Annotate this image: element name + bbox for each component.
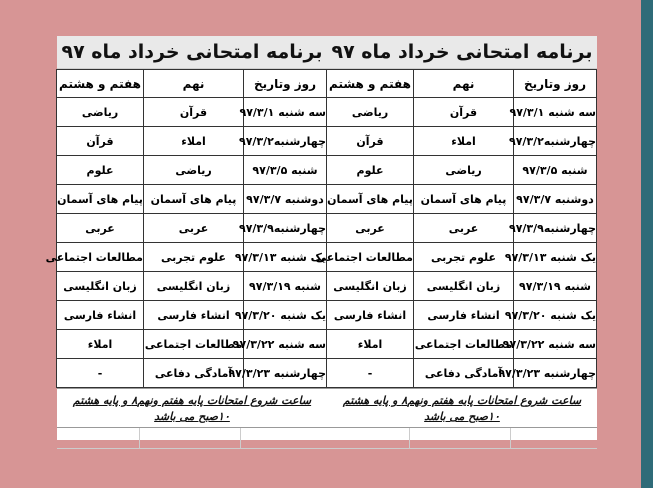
seventh-eighth-cell[interactable]: انشاء فارسی	[327, 301, 414, 330]
date-cell[interactable]: چهارشنبه ۹۷/۳/۲۳	[244, 359, 327, 388]
seventh-eighth-cell[interactable]: مطالعات اجتماعی	[57, 243, 144, 272]
start-time-note-line1: ساعت شروع امتحانات پایه هفتم ونهم۸ و پایه هشتم	[72, 394, 312, 407]
header-date: روز وتاریخ	[514, 70, 597, 98]
table-row	[57, 272, 327, 301]
table-row	[327, 243, 597, 272]
date-cell[interactable]: شنبه ۹۷/۳/۱۹	[514, 272, 597, 301]
ninth-cell[interactable]: عربی	[414, 214, 514, 243]
date-cell[interactable]: شنبه ۹۷/۳/۱۹	[244, 272, 327, 301]
table-row	[327, 185, 597, 214]
seventh-eighth-cell[interactable]: ریاضی	[57, 98, 144, 127]
schedule-title: برنامه امتحانی خرداد ماه ۹۷	[57, 36, 327, 69]
date-cell[interactable]: سه شنبه ۹۷/۳/۱	[514, 98, 597, 127]
seventh-eighth-cell[interactable]: مطالعات اجتماعی	[327, 243, 414, 272]
table-row	[57, 156, 327, 185]
ninth-cell[interactable]: ریاضی	[144, 156, 244, 185]
table-row	[327, 301, 597, 330]
ninth-cell[interactable]: زبان انگلیسی	[144, 272, 244, 301]
header-row	[57, 70, 327, 98]
table-row	[57, 243, 327, 272]
ninth-cell[interactable]: املاء	[144, 127, 244, 156]
seventh-eighth-cell[interactable]: پیام های آسمان	[57, 185, 144, 214]
date-cell[interactable]: یک شنبه ۹۷/۳/۱۳	[244, 243, 327, 272]
date-cell[interactable]: سه شنبه ۹۷/۳/۱	[244, 98, 327, 127]
start-time-note	[327, 388, 597, 428]
ninth-cell[interactable]: قرآن	[144, 98, 244, 127]
date-cell[interactable]: چهارشنبه۹۷/۳/۹	[514, 214, 597, 243]
seventh-eighth-cell[interactable]: قرآن	[327, 127, 414, 156]
date-cell[interactable]: دوشنبه ۹۷/۳/۷	[244, 185, 327, 214]
table-row	[57, 330, 327, 359]
table-row	[57, 359, 327, 388]
table-row	[327, 359, 597, 388]
date-cell[interactable]: دوشنبه ۹۷/۳/۷	[514, 185, 597, 214]
ninth-cell[interactable]: انشاء فارسی	[414, 301, 514, 330]
header-seventh-eighth: هفتم و هشتم	[327, 70, 414, 98]
start-time-note-line2: ۱۰صبح می باشد	[154, 410, 230, 423]
empty-row	[327, 428, 597, 449]
ninth-cell[interactable]: زبان انگلیسی	[414, 272, 514, 301]
ninth-cell[interactable]: عربی	[144, 214, 244, 243]
header-seventh-eighth: هفتم و هشتم	[57, 70, 144, 98]
date-cell[interactable]: یک شنبه ۹۷/۳/۱۳	[514, 243, 597, 272]
table-row	[327, 330, 597, 359]
ninth-cell[interactable]: آمادگی دفاعی	[414, 359, 514, 388]
table-row	[57, 214, 327, 243]
table-row	[57, 98, 327, 127]
seventh-eighth-cell[interactable]: املاء	[57, 330, 144, 359]
table-row	[327, 98, 597, 127]
start-time-note-line2: ۱۰صبح می باشد	[424, 410, 500, 423]
seventh-eighth-cell[interactable]: پیام های آسمان	[327, 185, 414, 214]
date-cell[interactable]: شنبه ۹۷/۳/۵	[514, 156, 597, 185]
schedule-copy-left	[45, 36, 327, 440]
table-row	[327, 214, 597, 243]
start-time-note-line1: ساعت شروع امتحانات پایه هفتم ونهم۸ و پایه هشتم	[342, 394, 582, 407]
seventh-eighth-cell[interactable]: انشاء فارسی	[57, 301, 144, 330]
date-cell[interactable]: سه شنبه ۹۷/۳/۲۲	[244, 330, 327, 359]
seventh-eighth-cell[interactable]: علوم	[57, 156, 144, 185]
seventh-eighth-cell[interactable]: -	[57, 359, 144, 388]
date-cell[interactable]: چهارشنبه۹۷/۳/۲	[244, 127, 327, 156]
window-edge	[641, 0, 653, 488]
table-row	[57, 185, 327, 214]
schedule-table	[315, 69, 597, 388]
header-ninth: نهم	[414, 70, 514, 98]
header-ninth: نهم	[144, 70, 244, 98]
seventh-eighth-cell[interactable]: قرآن	[57, 127, 144, 156]
ninth-cell[interactable]: املاء	[414, 127, 514, 156]
date-cell[interactable]: یک شنبه ۹۷/۳/۲۰	[244, 301, 327, 330]
header-date: روز وتاریخ	[244, 70, 327, 98]
empty-row	[57, 428, 327, 449]
ninth-cell[interactable]: قرآن	[414, 98, 514, 127]
ninth-cell[interactable]: مطالعات اجتماعی	[414, 330, 514, 359]
ninth-cell[interactable]: ریاضی	[414, 156, 514, 185]
start-time-note	[57, 388, 327, 428]
spreadsheet-sheet	[45, 36, 597, 440]
date-cell[interactable]: یک شنبه ۹۷/۳/۲۰	[514, 301, 597, 330]
schedule-title: برنامه امتحانی خرداد ماه ۹۷	[327, 36, 597, 69]
schedule-table	[45, 69, 327, 388]
date-cell[interactable]: سه شنبه ۹۷/۳/۲۲	[514, 330, 597, 359]
date-cell[interactable]: چهارشنبه ۹۷/۳/۲۳	[514, 359, 597, 388]
seventh-eighth-cell[interactable]: ریاضی	[327, 98, 414, 127]
schedule-copy-right	[315, 36, 597, 440]
ninth-cell[interactable]: پیام های آسمان	[414, 185, 514, 214]
header-row	[327, 70, 597, 98]
ninth-cell[interactable]: علوم تجربی	[144, 243, 244, 272]
ninth-cell[interactable]: انشاء فارسی	[144, 301, 244, 330]
seventh-eighth-cell[interactable]: عربی	[57, 214, 144, 243]
ninth-cell[interactable]: آمادگی دفاعی	[144, 359, 244, 388]
ninth-cell[interactable]: پیام های آسمان	[144, 185, 244, 214]
ninth-cell[interactable]: علوم تجربی	[414, 243, 514, 272]
seventh-eighth-cell[interactable]: املاء	[327, 330, 414, 359]
ninth-cell[interactable]: مطالعات اجتماعی	[144, 330, 244, 359]
date-cell[interactable]: چهارشنبه۹۷/۳/۹	[244, 214, 327, 243]
seventh-eighth-cell[interactable]: علوم	[327, 156, 414, 185]
table-row	[57, 127, 327, 156]
date-cell[interactable]: چهارشنبه۹۷/۳/۲	[514, 127, 597, 156]
seventh-eighth-cell[interactable]: -	[327, 359, 414, 388]
table-row	[327, 156, 597, 185]
seventh-eighth-cell[interactable]: عربی	[327, 214, 414, 243]
seventh-eighth-cell[interactable]: زبان انگلیسی	[327, 272, 414, 301]
table-row	[57, 301, 327, 330]
date-cell[interactable]: شنبه ۹۷/۳/۵	[244, 156, 327, 185]
seventh-eighth-cell[interactable]: زبان انگلیسی	[57, 272, 144, 301]
table-row	[327, 127, 597, 156]
table-row	[327, 272, 597, 301]
